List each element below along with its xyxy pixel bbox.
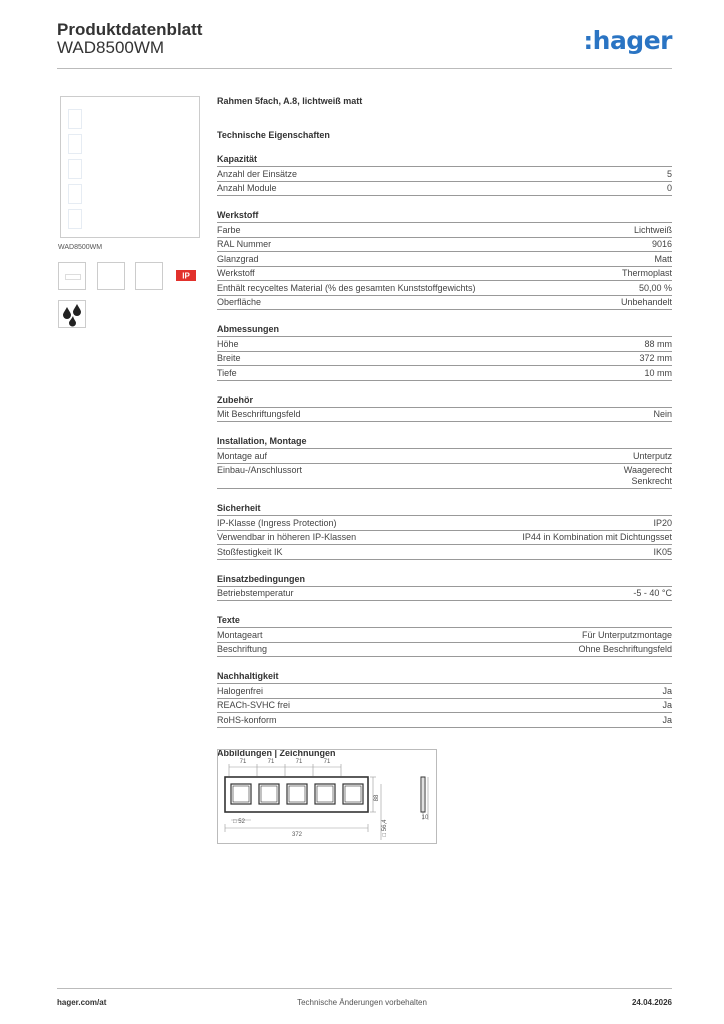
table-row: Werkstoff Thermoplast <box>217 267 672 282</box>
table-row: RAL Nummer 9016 <box>217 238 672 253</box>
table-row: Breite 372 mm <box>217 352 672 367</box>
table-row: RoHS-konform Ja <box>217 713 672 728</box>
table-row: IP-Klasse (Ingress Protection) IP20 <box>217 516 672 531</box>
thumbnail-frame-front[interactable] <box>58 262 86 290</box>
section-werkstoff: Werkstoff Farbe Lichtweiß RAL Nummer 9016 Glanzgrad Matt Werkstoff Thermoplast Enthält recyceltes Material (% des gesamten Kunststoffgewichts) 50,00 % Oberfläche Unbehandelt <box>217 210 672 310</box>
table-row: Einbau-/Anschlussort Waagerecht Senkrecht <box>217 464 672 490</box>
svg-text:71: 71 <box>239 759 247 765</box>
product-image <box>60 96 200 238</box>
footer-note: Technische Änderungen vorbehalten <box>297 998 427 1007</box>
product-image-label: WAD8500WM <box>58 244 103 251</box>
footer-website-link[interactable]: hager.com/at <box>57 998 107 1007</box>
thumbnail-frame-side[interactable] <box>97 262 125 290</box>
table-row: Halogenfrei Ja <box>217 684 672 699</box>
table-row: Anzahl der Einsätze 5 <box>217 167 672 182</box>
table-row: Oberfläche Unbehandelt <box>217 296 672 311</box>
table-row: Tiefe 10 mm <box>217 366 672 381</box>
svg-text:88: 88 <box>374 794 380 802</box>
technical-data <box>217 96 672 758</box>
table-row: Verwendbar in höheren IP-Klassen IP44 in Kombination mit Dichtungsset <box>217 531 672 546</box>
section-abmessungen: Abmessungen Höhe 88 mm Breite 372 mm Tiefe 10 mm <box>217 324 672 381</box>
product-description: Rahmen 5fach, A.8, lichtweiß matt <box>217 96 363 106</box>
drawings-heading: Abbildungen | Zeichnungen <box>217 747 336 758</box>
svg-text:372: 372 <box>291 832 303 838</box>
thumbnail-frame-back[interactable] <box>135 262 163 290</box>
water-drops-icon <box>58 300 86 328</box>
table-row: Farbe Lichtweiß <box>217 223 672 238</box>
hager-logo: :hager <box>583 26 672 55</box>
svg-text:IP: IP <box>182 271 190 281</box>
table-row: Beschriftung Ohne Beschriftungsfeld <box>217 643 672 658</box>
svg-text:10: 10 <box>421 815 429 821</box>
table-row: Anzahl Module 0 <box>217 182 672 197</box>
svg-text:□ 56,4: □ 56,4 <box>382 819 388 837</box>
footer-date: 24.04.2026 <box>631 998 672 1007</box>
section-kapazitaet: Kapazität Anzahl der Einsätze 5 Anzahl Module 0 <box>217 154 672 196</box>
footer-divider <box>57 988 672 989</box>
svg-text:71: 71 <box>295 759 303 765</box>
tech-properties-heading: Technische Eigenschaften <box>217 130 330 140</box>
section-sicherheit: Sicherheit IP-Klasse (Ingress Protection) IP20 Verwendbar in höheren IP-Klassen IP44 in Kombination mit Dichtungsset Stoßfestigkeit IK IK05 <box>217 503 672 560</box>
svg-text:□ 52: □ 52 <box>233 819 245 825</box>
table-row: Montage auf Unterputz <box>217 449 672 464</box>
table-row: Glanzgrad Matt <box>217 252 672 267</box>
section-zubehoer: Zubehör Mit Beschriftungsfeld Nein <box>217 395 672 423</box>
technical-drawing <box>217 749 437 844</box>
table-row: Betriebstemperatur -5 - 40 °C <box>217 587 672 602</box>
table-row: Montageart Für Unterputzmontage <box>217 628 672 643</box>
section-nachhaltigkeit: Nachhaltigkeit Halogenfrei Ja REACh-SVHC frei Ja RoHS-konform Ja <box>217 671 672 728</box>
table-row: Höhe 88 mm <box>217 337 672 352</box>
svg-text:71: 71 <box>323 759 331 765</box>
table-row: Stoßfestigkeit IK IK05 <box>217 545 672 560</box>
section-einsatzbedingungen: Einsatzbedingungen Betriebstemperatur -5 - 40 °C <box>217 574 672 602</box>
header-divider <box>57 68 672 69</box>
section-installation: Installation, Montage Montage auf Unterputz Einbau-/Anschlussort Waagerecht Senkrecht <box>217 436 672 489</box>
ip-rating-icon <box>176 270 196 281</box>
page-title: Produktdatenblatt <box>57 20 203 39</box>
product-model: WAD8500WM <box>57 38 165 57</box>
table-row: REACh-SVHC frei Ja <box>217 699 672 714</box>
svg-text:71: 71 <box>267 759 275 765</box>
table-row: Enthält recyceltes Material (% des gesamten Kunststoffgewichts) 50,00 % <box>217 281 672 296</box>
table-row: Mit Beschriftungsfeld Nein <box>217 408 672 423</box>
section-texte: Texte Montageart Für Unterputzmontage Beschriftung Ohne Beschriftungsfeld <box>217 615 672 657</box>
